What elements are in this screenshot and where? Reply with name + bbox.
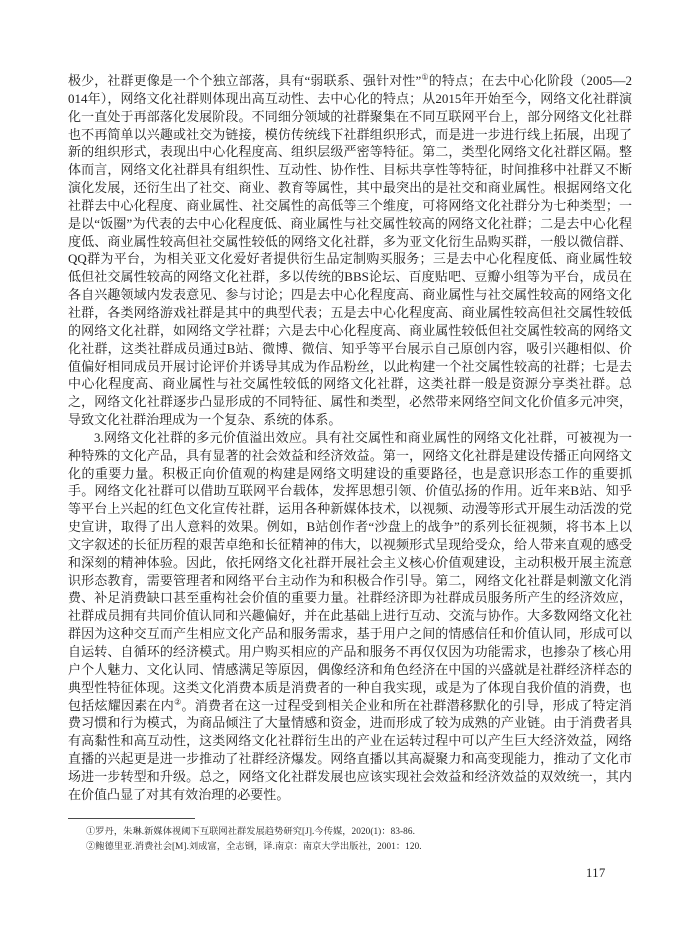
footnote-marker-1: ① xyxy=(421,72,429,82)
footnote-text: 罗丹，朱琳.新媒体视阈下互联网社群发展趋势研究[J].今传媒，2020(1)：83-86. xyxy=(95,826,415,836)
paragraph-text-after-footnote-marker: 。消费者在这一过程受到相关企业和所在社群潜移默化的引导，形成了特定消费习惯和行为模式，为商品倾注了大量情感和资金，进而形成了较为成熟的产业链。由于消费者具有高黏性和高互动性，这类网络文化社群衍生出的产业在运转过程中可以产生巨大经济效益，网络直播的兴起更是进一步推动了社群经济爆发。网络直播以其高凝聚力和高变现能力，推动了文化市场进一步转型和升级。总之，网络文化社群发展也应该实现社会效益和经济效益的双效统一，其内在价值凸显了对其有效治理的必要性。 xyxy=(68,697,632,802)
footnote-text: 鲍德里亚.消费社会[M].刘成富，全志钢，译.南京：南京大学出版社，2001：120. xyxy=(95,840,422,851)
body-paragraph-section-3 xyxy=(68,429,632,804)
page-body-content xyxy=(68,72,632,804)
paragraph-text-before-footnote-marker: 极少，社群更像是一个个独立部落，具有“弱联系、强针对性” xyxy=(68,73,422,88)
footnote-item-2 xyxy=(68,839,632,854)
footnote-separator-rule xyxy=(68,818,195,819)
footnote-block xyxy=(68,818,632,853)
footnote-item-1 xyxy=(68,824,632,839)
paragraph-text-after-footnote-marker: 的特点；在去中心化阶段（2005—2014年），网络文化社群则体现出高互动性、去中心化的特点；从2015年开始至今，网络文化社群演化一直处于再部落化发展阶段。不同细分领域的社群聚集在不同互联网平台上，部分网络文化社群也不再简单以兴趣或社交为链接，模仿传统线下社群组织形式，而是进一步进行线上拓展，出现了新的组织形式，表现出中心化程度高、组织层级严密等特征。第二，类型化网络文化社群区隔。整体而言，网络文化社群具有组织性、互动性、协作性、目标共享性等特征，时间推移中社群又不断演化发展，还衍生出了社交、商业、教育等属性，其中最突出的是社交和商业属性。根据网络文化社群去中心化程度、商业属性、社交属性的高低等三个维度，可将网络文化社群分为七种类型；一是以“饭圈”为代表的去中心化程度低、商业属性与社交属性较高的网络文化社群；二是去中心化程度低、商业属性较高但社交属性较低的网络文化社群，多为亚文化衍生品购买群，一般以微信群、QQ群为平台，为相关亚文化爱好者提供衍生品定制购买服务；三是去中心化程度低、商业属性较低但社交属性较高的网络文化社群，多以传统的BBS论坛、百度贴吧、豆瓣小组等为平台，成员在各自兴趣领域内发表意见、参与讨论；四是去中心化程度高、商业属性与社交属性较高的网络文化社群，各类网络游戏社群是其中的典型代表；五是去中心化程度高、商业属性较高但社交属性较低的网络文化社群，如网络文学社群；六是去中心化程度高、商业属性较低但社交属性较高的网络文化社群，这类社群成员通过B站、微博、微信、知乎等平台展示自己原创内容，吸引兴趣相似、价值偏好相同成员开展讨论评价并诱导其成为作品粉丝，以此构建一个社交属性较高的社群；七是去中心化程度高、商业属性与社交属性较低的网络文化社群，这类社群一般是资源分享类社群。总之，网络文化社群逐步凸显形成的不同特征、属性和类型，必然带来网络空间文化价值多元冲突，导致文化社群治理成为一个复杂、系统的体系。 xyxy=(68,73,632,428)
page-number: 117 xyxy=(586,866,606,880)
paragraph-text-before-footnote-marker: 3.网络文化社群的多元价值溢出效应。具有社交属性和商业属性的网络文化社群，可被视为一种特殊的文化产品，具有显著的社会效益和经济效益。第一，网络文化社群是建设传播正向网络文化的重要力量。积极正向价值观的构建是网络文明建设的重要路径，也是意识形态工作的重要抓手。网络文化社群可以借助互联网平台载体，发挥思想引领、价值弘扬的作用。近年来B站、知乎等平台上兴起的红色文化宣传社群，运用各种新媒体技术，以视频、动漫等形式开展生动活泼的党史宣讲，取得了出人意料的效果。例如，B站创作者“沙盘上的战争”的系列长征视频，将书本上以文字叙述的长征历程的艰苦卓绝和长征精神的伟大，以视频形式呈现给受众，给人带来直观的感受和深刻的精神体验。因此，依托网络文化社群开展社会主义核心价值观建设，主动积极开展主流意识形态教育，需要管理者和网络平台主动作为和积极合作引导。第二，网络文化社群是刺激文化消费、补足消费缺口甚至重构社会价值的重要力量。社群经济即为社群成员服务所产生的经济效应，社群成员拥有共同价值认同和兴趣偏好，并在此基础上进行互动、交流与协作。大多数网络文化社群因为这种交互而产生相应文化产品和服务需求，基于用户之间的情感信任和价值认同，形成可以自运转、自循环的经济模式。用户购买相应的产品和服务不再仅仅因为功能需求，也掺杂了核心用户个人魅力、文化认同、情感满足等原因，偶像经济和角色经济在中国的兴盛就是社群经济样态的典型性特征体现。这类文化消费本质是消费者的一种自我实现，或是为了体现自我价值的消费，也包括炫耀因素在内 xyxy=(68,429,632,713)
footnote-marker: ① xyxy=(86,826,96,836)
body-paragraph-continued xyxy=(68,72,632,429)
footnote-marker-2: ② xyxy=(174,697,182,707)
footnote-marker: ② xyxy=(86,840,96,851)
